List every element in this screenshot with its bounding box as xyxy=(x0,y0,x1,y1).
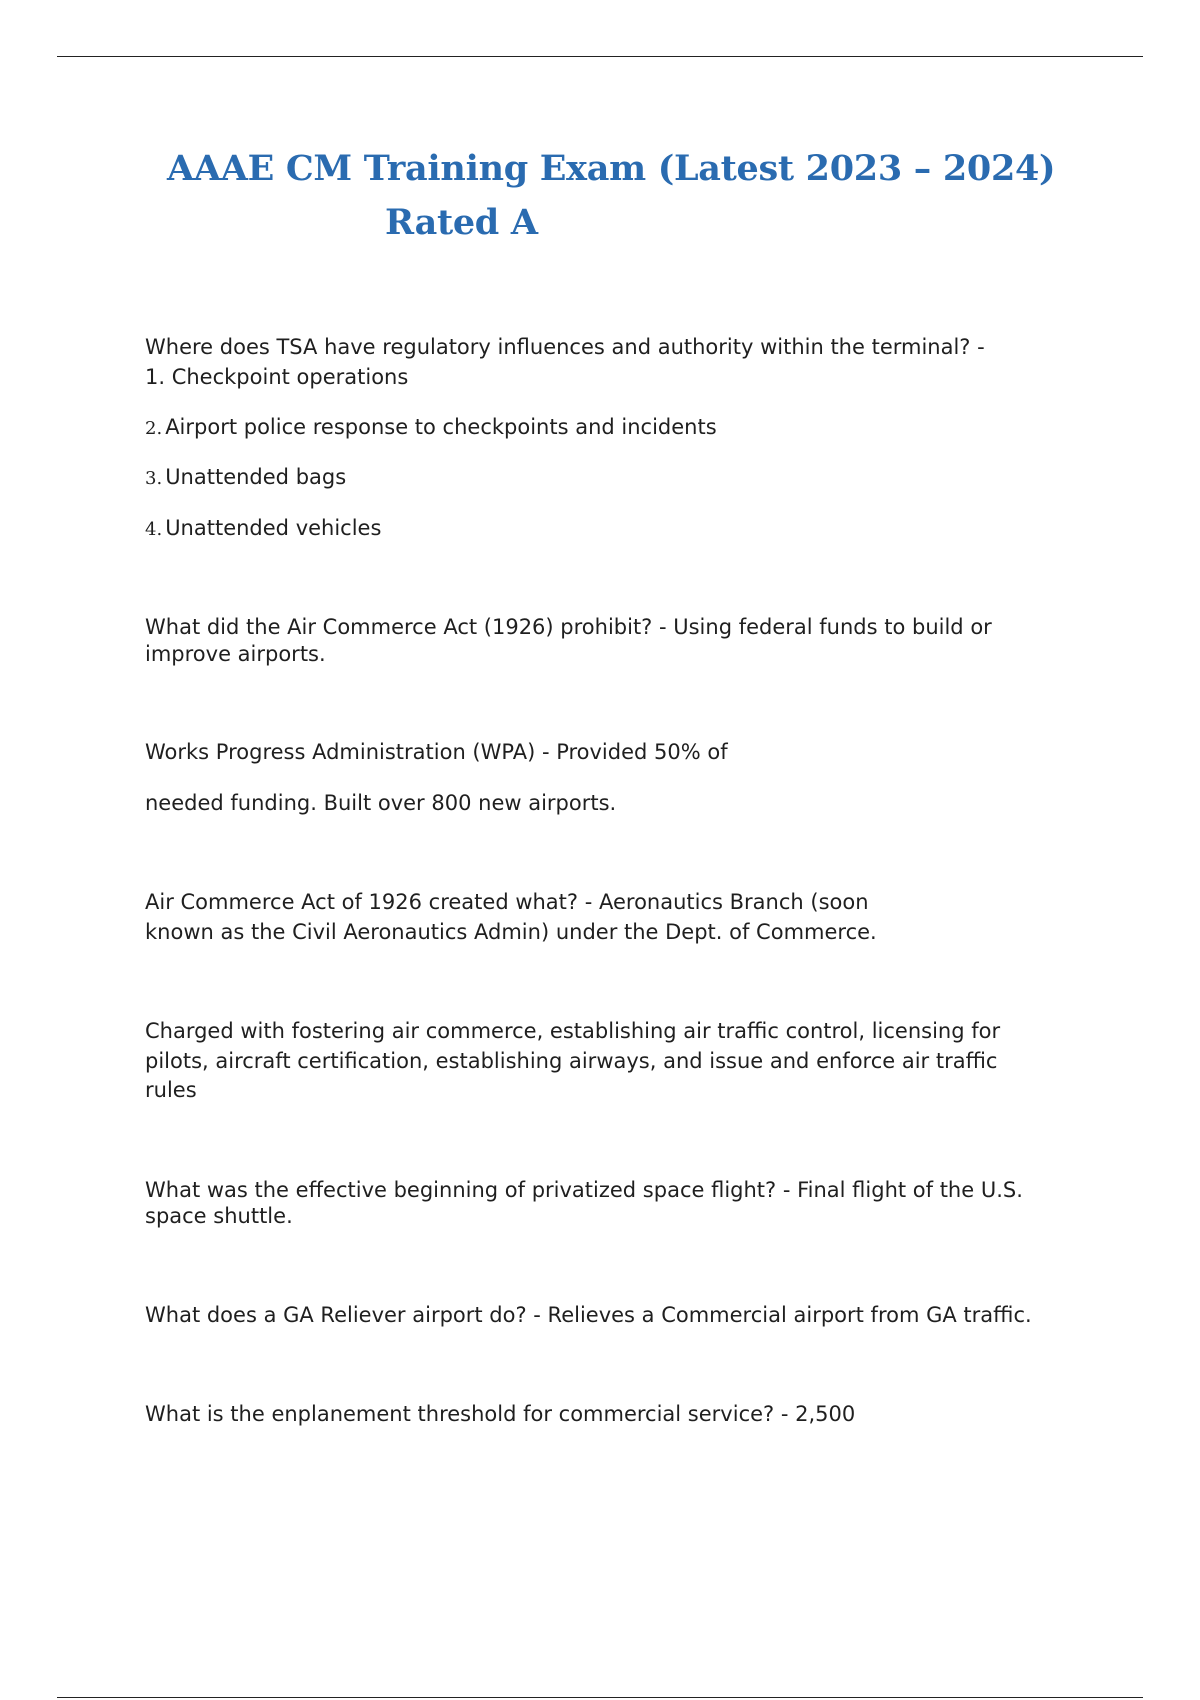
q6-line-2: space shuttle. xyxy=(145,1204,293,1228)
q3-line-2: needed funding. Built over 800 new airports. xyxy=(145,791,617,815)
list-item-text: Unattended vehicles xyxy=(165,516,382,540)
list-number: 4. xyxy=(145,519,163,540)
q5-line-3: rules xyxy=(145,1078,197,1102)
list-item-text: Airport police response to checkpoints and incidents xyxy=(165,415,717,439)
list-number: 3. xyxy=(145,468,163,489)
title-line-1: AAAE CM Training Exam (Latest 2023 – 2024) xyxy=(167,148,1056,189)
q3-line-1: Works Progress Administration (WPA) - Provided 50% of xyxy=(145,740,728,764)
list-item-text: Unattended bags xyxy=(165,465,347,489)
top-rule xyxy=(57,56,1143,57)
q1-answer-1: 1. Checkpoint operations xyxy=(145,365,409,389)
list-number: 2. xyxy=(145,418,163,439)
q2-line-2: improve airports. xyxy=(145,642,326,666)
q2-line-1: What did the Air Commerce Act (1926) prohibit? - Using federal funds to build or xyxy=(145,615,992,639)
bottom-rule xyxy=(57,1697,1143,1698)
q7-line-1: What does a GA Reliever airport do? - Relieves a Commercial airport from GA traffic. xyxy=(145,1303,1032,1327)
q5-line-2: pilots, aircraft certification, establishing airways, and issue and enforce air traffic xyxy=(145,1049,998,1073)
title-line-2: Rated A xyxy=(385,202,538,243)
q8-line-1: What is the enplanement threshold for commercial service? - 2,500 xyxy=(145,1402,856,1426)
q4-line-1: Air Commerce Act of 1926 created what? - Aeronautics Branch (soon xyxy=(145,890,869,914)
q1-item-2 xyxy=(145,414,1095,442)
q1-question: Where does TSA have regulatory influences and authority within the terminal? - xyxy=(145,335,985,359)
q1-item-4 xyxy=(145,515,1095,543)
q1-item-3 xyxy=(145,464,1095,492)
q5-line-1: Charged with fostering air commerce, establishing air traffic control, licensing for xyxy=(145,1019,1001,1043)
q4-line-2: known as the Civil Aeronautics Admin) under the Dept. of Commerce. xyxy=(145,920,877,944)
q6-line-1: What was the effective beginning of privatized space flight? - Final flight of the U.S. xyxy=(145,1178,1023,1202)
